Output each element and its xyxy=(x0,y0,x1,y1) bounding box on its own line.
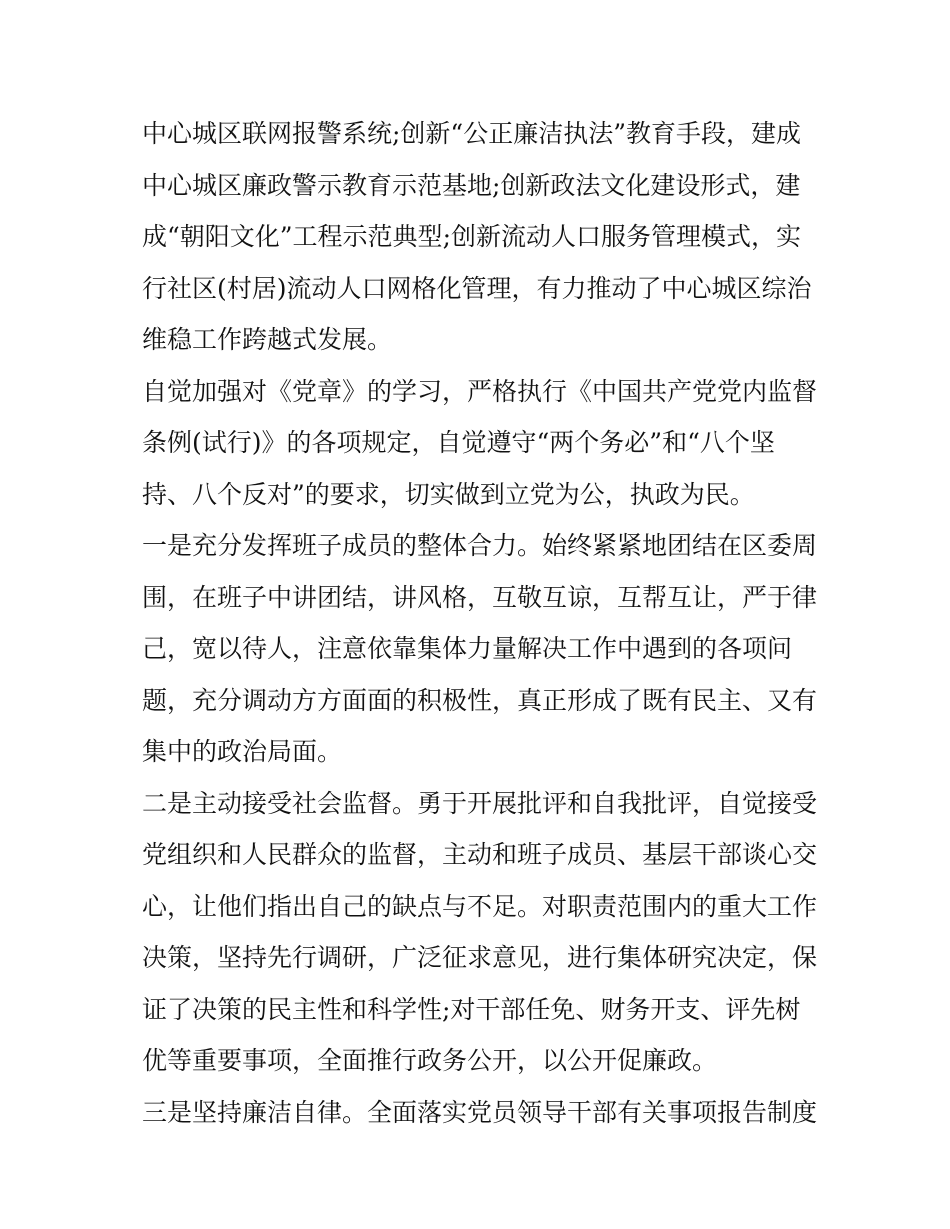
text-line: 己，宽以待人，注意依靠集体力量解决工作中遇到的各项问 xyxy=(142,634,793,663)
text-line: 自觉加强对《党章》的学习，严格执行《中国共产党党内监督 xyxy=(142,376,818,406)
text-line: 三是坚持廉洁自律。全面落实党员领导干部有关事项报告制度 xyxy=(142,1097,818,1127)
text-line: 中心城区联网报警系统;创新“公正廉洁执法”教育手段，建成 xyxy=(142,119,801,148)
text-line: 持、八个反对”的要求，切实做到立党为公，执政为民。 xyxy=(142,479,755,509)
paragraph-5 xyxy=(142,1087,822,1139)
text-line: 二是主动接受社会监督。勇于开展批评和自我批评，自觉接受 xyxy=(142,788,818,818)
paragraph-2 xyxy=(142,366,822,521)
text-line: 证了决策的民主性和科学性;对干部任免、财务开支、评先树 xyxy=(142,994,801,1024)
text-line: 决策，坚持先行调研，广泛征求意见，进行集体研究决定，保 xyxy=(142,943,818,972)
text-line: 行社区(村居)流动人口网格化管理，有力推动了中心城区综治 xyxy=(142,273,812,303)
text-line: 一是充分发挥班子成员的整体合力。始终紧紧地团结在区委周 xyxy=(142,531,818,560)
text-line: 条例(试行)》的各项规定，自觉遵守“两个务必”和“八个坚 xyxy=(142,428,775,457)
text-line: 优等重要事项，全面推行政务公开，以公开促廉政。 xyxy=(142,1046,718,1075)
document-body xyxy=(142,108,822,1138)
text-line: 中心城区廉政警示教育示范基地;创新政法文化建设形式，建 xyxy=(142,170,801,200)
paragraph-1 xyxy=(142,108,822,366)
paragraph-3 xyxy=(142,520,822,778)
paragraph-4 xyxy=(142,778,822,1087)
text-line: 党组织和人民群众的监督，主动和班子成员、基层干部谈心交 xyxy=(142,840,818,869)
text-line: 心，让他们指出自己的缺点与不足。对职责范围内的重大工作 xyxy=(142,891,818,921)
text-line: 题，充分调动方方面面的积极性，真正形成了既有民主、又有 xyxy=(142,685,818,715)
text-line: 维稳工作跨越式发展。 xyxy=(142,325,393,354)
text-line: 成“朝阳文化”工程示范典型;创新流动人口服务管理模式，实 xyxy=(142,222,801,251)
text-line: 围，在班子中讲团结，讲风格，互敬互谅，互帮互让，严于律 xyxy=(142,582,818,612)
text-line: 集中的政治局面。 xyxy=(142,737,343,766)
